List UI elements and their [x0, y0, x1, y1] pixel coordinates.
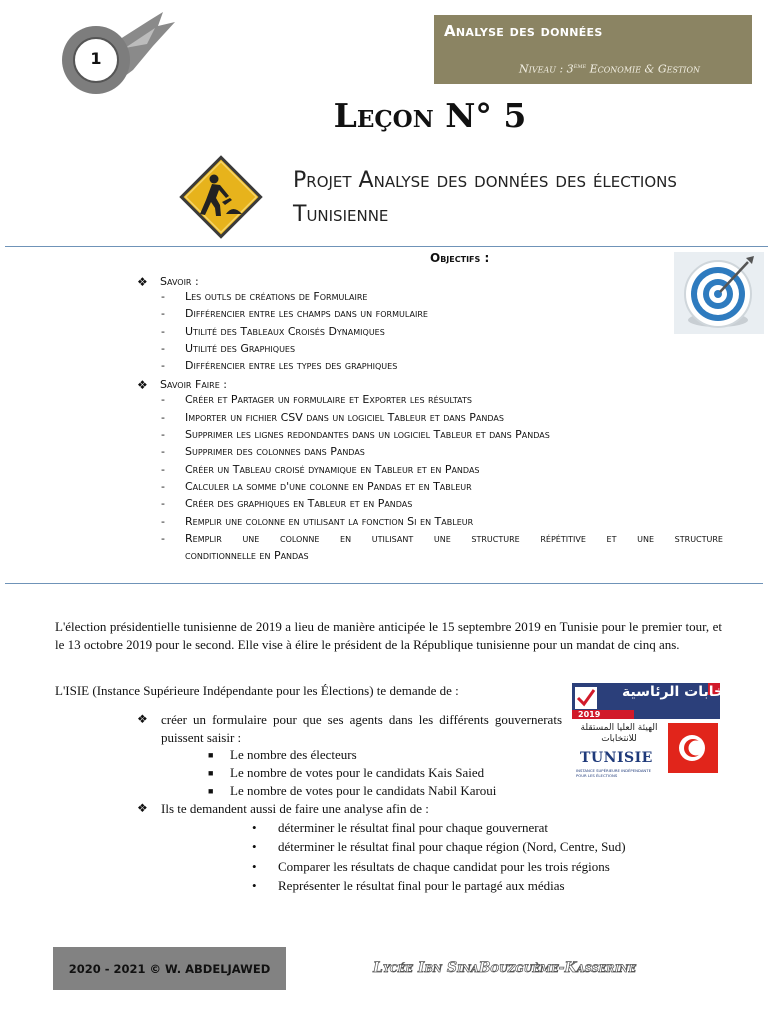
- task-item: ❖ Ils te demandent aussi de faire une analyse afin de :: [137, 801, 429, 816]
- diamond-bullet-icon: ❖: [137, 274, 148, 289]
- sub-item: ■ Le nombre de votes pour le candidats Nabil Karoui: [208, 783, 497, 798]
- list-item: - Importer un fichier CSV dans un logiciel Tableur et dans Pandas: [161, 410, 504, 424]
- sub-item: ■ Le nombre de votes pour le candidats Kais Saied: [208, 765, 485, 780]
- list-item: - Différencier entre les champs dans un formulaire: [161, 307, 428, 321]
- subject-header: [434, 15, 752, 84]
- list-item: - Créer un Tableau croisé dynamique en Tableur et en Pandas: [161, 462, 480, 476]
- logo-isie-caption: INSTANCE SUPÉRIEURE INDÉPENDANTE POUR LES ÉLECTIONS: [576, 768, 651, 778]
- task-item: ❖ créer un formulaire pour que ses agents dans les différents gouvernerats puissent saisir :: [137, 712, 562, 745]
- intro-paragraph: L'élection présidentielle tunisienne de 2019 a lieu de manière anticipée le 15 septembre 2019 en Tunisie pour le premier tour, et le 13 octobre 2019 pour le second. Elle vise à élire le président de la République tunisienne pour un mandat de cinq ans.: [55, 619, 722, 652]
- diamond-bullet-icon: ❖: [137, 712, 148, 726]
- list-item: - Remplir une colonne en utilisant une structure répétitive et une structure: [161, 531, 723, 545]
- logo-arabic-title: الانتخابات الرئاسية: [622, 684, 751, 700]
- logo-isie: TUNISIE: [580, 750, 653, 766]
- list-item-continuation: conditionnelle en Pandas: [185, 549, 309, 563]
- footer-school: Lycée Ibn SinaBouzguème-Kasserine: [373, 960, 637, 976]
- savoir-section: [137, 273, 723, 290]
- level-label: Niveau : 3ème Economie & Gestion: [519, 62, 700, 76]
- list-item: - Supprimer des colonnes dans Pandas: [161, 445, 365, 459]
- diamond-bullet-icon: ❖: [137, 801, 148, 815]
- list-item: - Utilité des Tableaux Croisés Dynamiques: [161, 324, 385, 338]
- logo-year: 2019: [578, 710, 601, 719]
- list-item: - Remplir une colonne en utilisant la fonction Si en Tableur: [161, 514, 474, 528]
- sub-item: • déterminer le résultat final pour chaque gouvernerat: [252, 819, 548, 835]
- page-number-badge: [55, 10, 180, 100]
- divider: [5, 246, 768, 247]
- divider: [5, 583, 763, 584]
- project-title: Projet Analyse des données des élections Tunisienne: [293, 168, 677, 227]
- sub-item: • Représenter le résultat final pour le partagé aux médias: [252, 878, 565, 893]
- elections-logo: [572, 683, 751, 786]
- logo-arabic-subtitle: الهيئة العليا المستقلة للانتخابات: [580, 723, 658, 744]
- list-item: - Utilité des Graphiques: [161, 341, 296, 355]
- sub-item: • Comparer les résultats de chaque candidat pour les trois régions: [252, 858, 610, 874]
- footer-copyright: 2020 - 2021 © W. ABDELJAWED: [53, 947, 286, 990]
- road-work-sign-icon: [176, 154, 266, 240]
- objectives-heading: Objectifs :: [430, 251, 490, 265]
- list-item: - Supprimer les lignes redondantes dans un logiciel Tableur et dans Pandas: [161, 428, 550, 442]
- page-number: 1: [90, 49, 102, 68]
- list-item: - Calculer la somme d'une colonne en Pandas et en Tableur: [161, 479, 472, 493]
- list-item: - Créer et Partager un formulaire et Exporter les résultats: [161, 393, 472, 407]
- sub-item: • déterminer le résultat final pour chaque région (Nord, Centre, Sud): [252, 839, 626, 854]
- savoir-faire-section: [137, 376, 723, 393]
- savoir-faire-label: Savoir Faire :: [160, 378, 227, 392]
- comet-icon: [55, 10, 180, 100]
- list-item: - Créer des graphiques en Tableur et en Pandas: [161, 497, 413, 511]
- subject-title: Analyse des données: [444, 22, 603, 40]
- diamond-bullet-icon: ❖: [137, 377, 148, 392]
- sub-item: ■ Le nombre des électeurs: [208, 747, 357, 762]
- list-item: - Les outls de créations de Formulaire: [161, 290, 368, 303]
- list-item: - Différencier entre les types des graphiques: [161, 359, 398, 373]
- savoir-label: Savoir :: [160, 275, 199, 288]
- objectives-list: [137, 273, 723, 562]
- isie-paragraph: L'ISIE (Instance Supérieure Indépendante pour les Élections) te demande de :: [55, 683, 459, 698]
- lesson-title: Leçon N° 5: [333, 96, 527, 135]
